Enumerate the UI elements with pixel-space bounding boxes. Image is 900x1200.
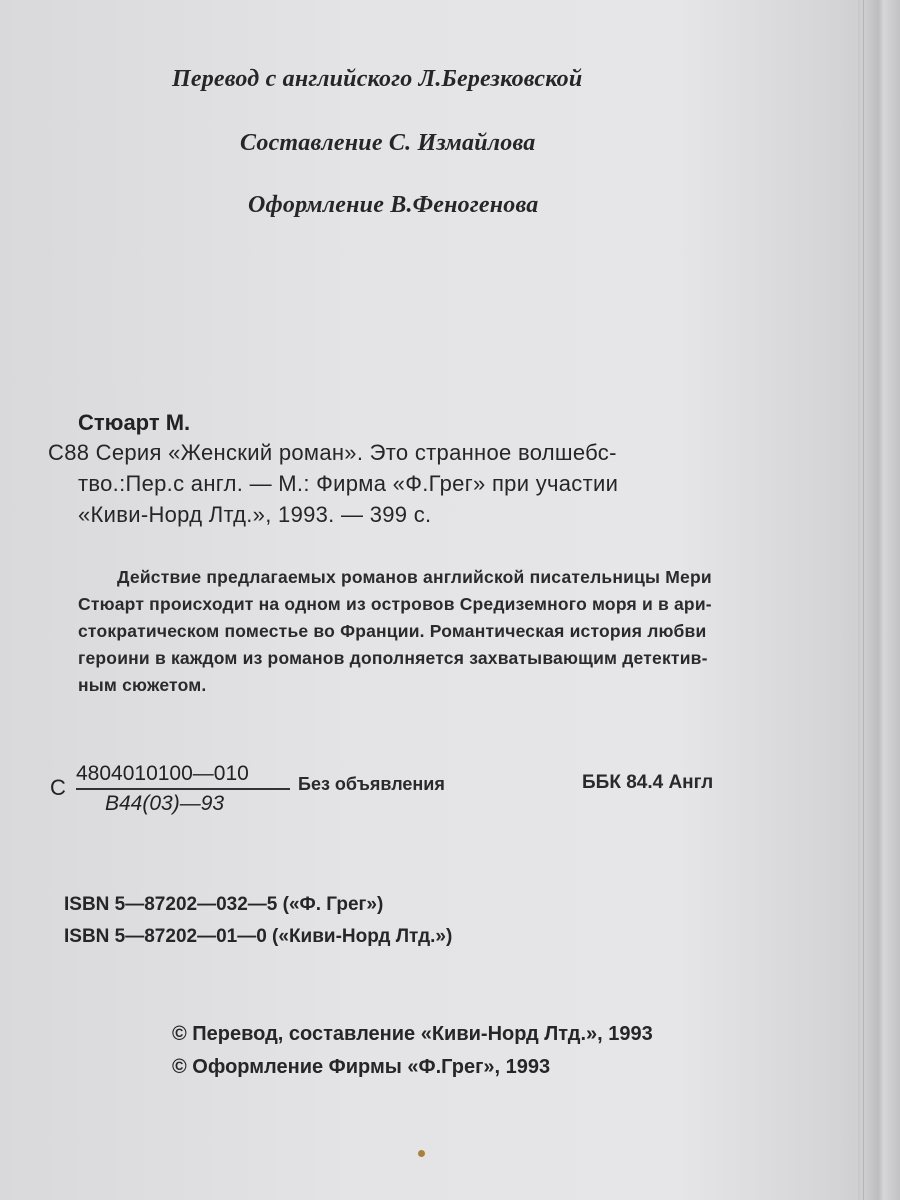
code-numerator: 4804010100—010 — [76, 762, 290, 790]
code-denominator: В44(03)—93 — [105, 792, 225, 815]
paper-spot — [418, 1150, 425, 1157]
copyright-line: © Перевод, составление «Киви-Норд Лтд.», 1993 — [172, 1023, 653, 1045]
author-name: Стюарт М. — [78, 410, 191, 435]
page-edge — [863, 0, 900, 1200]
bibliographic-line: С88 Серия «Женский роман». Это странное волшебс- — [48, 440, 617, 465]
copyright-line: © Оформление Фирмы «Ф.Грег», 1993 — [172, 1056, 551, 1078]
annotation-line: ным сюжетом. — [78, 675, 207, 695]
bibliographic-line: «Киви-Норд Лтд.», 1993. — 399 с. — [78, 502, 432, 527]
annotation-line: Действие предлагаемых романов английской писательницы Мери — [117, 567, 712, 587]
isbn-line: ISBN 5—87202—01—0 («Киви-Норд Лтд.») — [64, 926, 453, 947]
compiler-credit: Составление С. Измайлова — [240, 130, 536, 156]
bbk-index: ББК 84.4 Англ — [582, 772, 714, 793]
isbn-line: ISBN 5—87202—032—5 («Ф. Грег») — [64, 894, 384, 915]
annotation-line: стократическом поместье во Франции. Романтическая история любви — [78, 621, 707, 641]
code-prefix: С — [50, 775, 66, 800]
annotation-line: Стюарт происходит на одном из островов Средиземного моря и в ари- — [78, 594, 712, 614]
annotation-line: героини в каждом из романов дополняется захватывающим детектив- — [78, 648, 708, 668]
designer-credit: Оформление В.Феногенова — [248, 192, 539, 218]
bibliographic-line: тво.:Пер.с англ. — М.: Фирма «Ф.Грег» при участии — [78, 471, 619, 496]
no-announcement: Без объявления — [298, 774, 445, 794]
page-crease — [858, 0, 860, 1200]
translator-credit: Перевод с английского Л.Березковской — [172, 66, 583, 92]
